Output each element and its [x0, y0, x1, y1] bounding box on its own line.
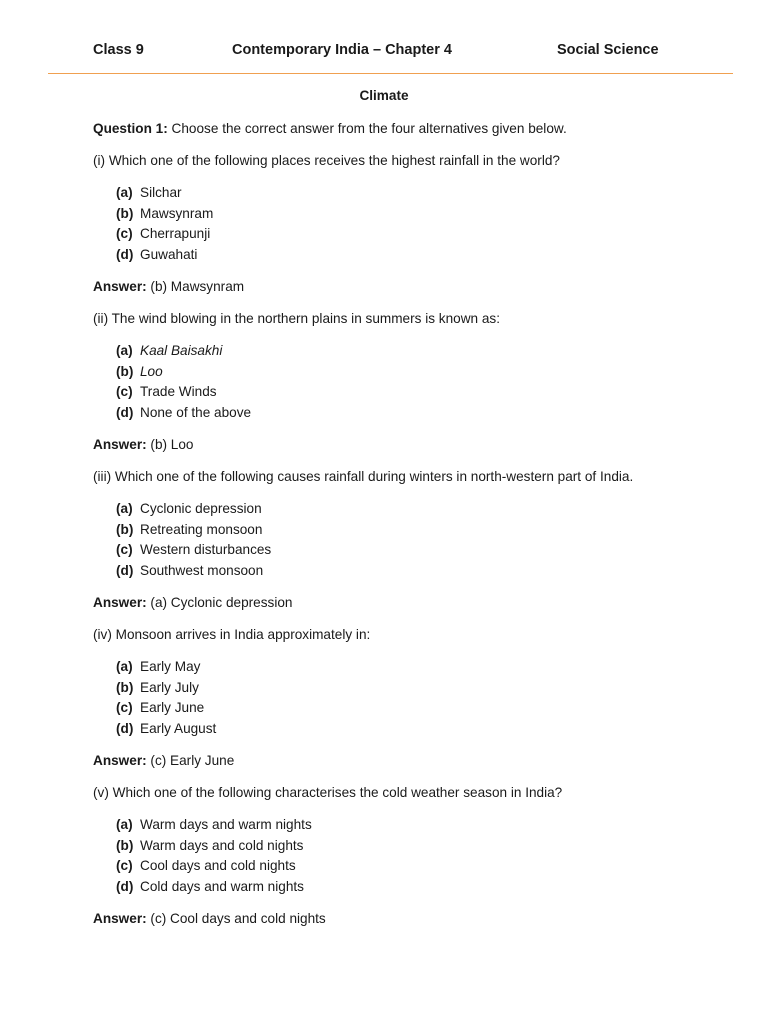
option-text: Silchar	[140, 185, 182, 200]
options-v	[116, 815, 733, 897]
question-1-label: Question 1:	[93, 121, 168, 136]
question-iv: (iv) Monsoon arrives in India approximately in:	[93, 627, 371, 642]
option-text: Warm days and warm nights	[140, 817, 312, 832]
option-text: Cherrapunji	[140, 226, 211, 241]
options-iv	[116, 657, 733, 739]
page-title: Climate	[359, 88, 409, 103]
option-key: (a)	[116, 659, 133, 674]
option-key: (d)	[116, 720, 134, 736]
option-text: Kaal Baisakhi	[140, 343, 223, 358]
header-chapter: Contemporary India – Chapter 4	[232, 42, 452, 58]
option-text: Retreating monsoon	[140, 521, 263, 537]
answer-text: (b) Loo	[146, 437, 194, 452]
question-v: (v) Which one of the following characterises the cold weather season in India?	[93, 785, 563, 800]
option-key: (b)	[116, 205, 134, 221]
option-key: (c)	[116, 384, 133, 399]
option-key: (b)	[116, 521, 134, 537]
option	[116, 362, 733, 383]
question-ii: (ii) The wind blowing in the northern plains in summers is known as:	[93, 311, 500, 326]
option-key: (a)	[116, 185, 133, 200]
option-text: Warm days and cold nights	[140, 837, 304, 853]
option-text: Guwahati	[140, 246, 198, 262]
option-text: Loo	[140, 363, 163, 379]
question-1-text: Choose the correct answer from the four alternatives given below.	[167, 121, 567, 136]
option	[116, 678, 733, 699]
option-text: Cold days and warm nights	[140, 878, 304, 894]
option	[116, 698, 733, 719]
option-key: (b)	[116, 679, 134, 695]
option-key: (a)	[116, 817, 133, 832]
answer-ii	[93, 435, 733, 455]
option-text: Early May	[140, 659, 201, 674]
answer-text: (c) Early June	[146, 753, 235, 768]
option	[116, 877, 733, 898]
answer-label: Answer:	[93, 279, 147, 294]
page-header	[0, 0, 768, 74]
option	[116, 382, 733, 403]
option-text: Early August	[140, 720, 217, 736]
option-key: (b)	[116, 837, 134, 853]
option-key: (a)	[116, 501, 133, 516]
option-text: Trade Winds	[140, 384, 217, 399]
answer-iii	[93, 593, 733, 613]
question-i: (i) Which one of the following places receives the highest rainfall in the world?	[93, 153, 560, 168]
answer-text: (b) Mawsynram	[146, 279, 245, 294]
option	[116, 204, 733, 225]
answer-v	[93, 909, 733, 929]
option	[116, 856, 733, 877]
option	[116, 815, 733, 836]
answer-text: (c) Cool days and cold nights	[146, 911, 326, 926]
document-body	[93, 86, 733, 941]
header-divider	[48, 73, 733, 74]
answer-label: Answer:	[93, 911, 147, 926]
option	[116, 499, 733, 520]
option-key: (d)	[116, 878, 134, 894]
option-text: Cyclonic depression	[140, 501, 262, 516]
option	[116, 520, 733, 541]
option	[116, 540, 733, 561]
option-text: None of the above	[140, 404, 252, 420]
option-text: Early July	[140, 679, 199, 695]
option	[116, 657, 733, 678]
option-key: (c)	[116, 700, 133, 715]
options-ii	[116, 341, 733, 423]
option-key: (d)	[116, 246, 134, 262]
question-iii: (iii) Which one of the following causes rainfall during winters in north-western part of India.	[93, 469, 634, 484]
option-text: Western disturbances	[140, 542, 272, 557]
option	[116, 341, 733, 362]
option	[116, 245, 733, 266]
option	[116, 719, 733, 740]
answer-iv	[93, 751, 733, 771]
option-key: (b)	[116, 363, 134, 379]
header-subject: Social Science	[557, 42, 659, 58]
options-iii	[116, 499, 733, 581]
answer-label: Answer:	[93, 595, 147, 610]
answer-i	[93, 277, 733, 297]
option-key: (d)	[116, 404, 134, 420]
option	[116, 561, 733, 582]
option	[116, 224, 733, 245]
option-text: Early June	[140, 700, 205, 715]
option	[116, 183, 733, 204]
question-1-intro	[93, 119, 733, 139]
header-class: Class 9	[93, 42, 144, 58]
option-key: (d)	[116, 562, 134, 578]
option-key: (c)	[116, 542, 133, 557]
options-i	[116, 183, 733, 265]
option-text: Mawsynram	[140, 205, 214, 221]
option	[116, 836, 733, 857]
option-key: (c)	[116, 226, 133, 241]
answer-label: Answer:	[93, 753, 147, 768]
option-text: Cool days and cold nights	[140, 858, 296, 873]
option-key: (c)	[116, 858, 133, 873]
option-key: (a)	[116, 343, 133, 358]
option	[116, 403, 733, 424]
answer-label: Answer:	[93, 437, 147, 452]
option-text: Southwest monsoon	[140, 562, 264, 578]
answer-text: (a) Cyclonic depression	[146, 595, 293, 610]
